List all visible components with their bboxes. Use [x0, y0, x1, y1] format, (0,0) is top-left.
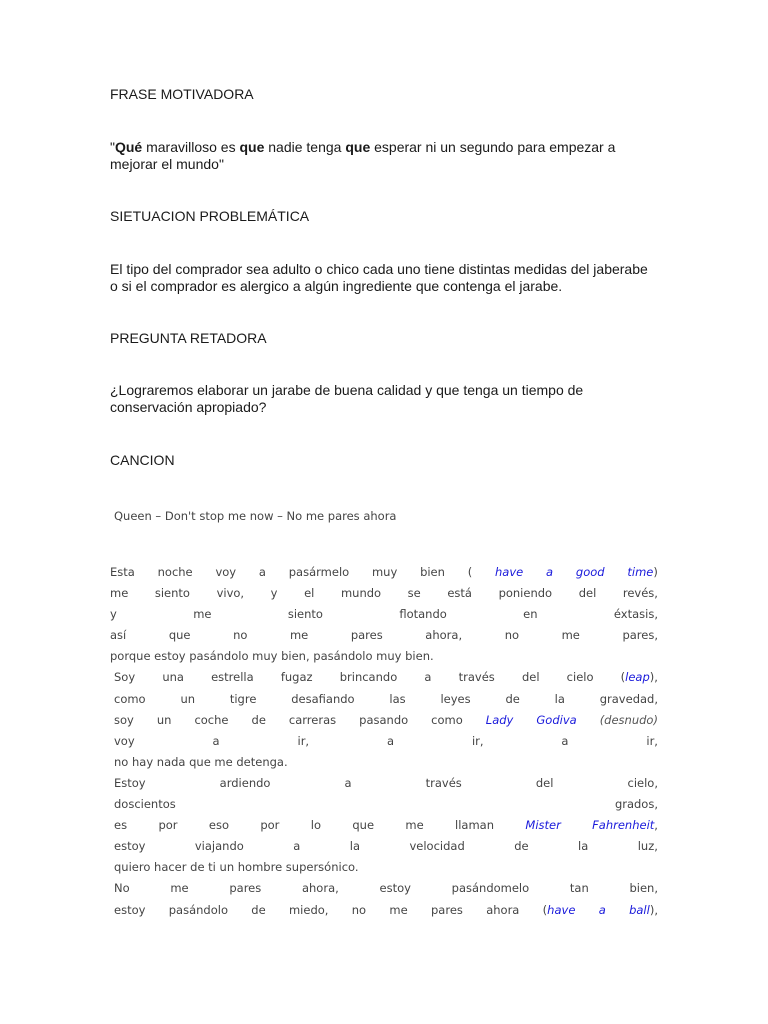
word-text: leyes — [440, 691, 471, 706]
lyric-word — [193, 604, 211, 625]
lyric-word — [169, 900, 228, 921]
lyric-word — [351, 625, 383, 646]
word-text: través — [425, 775, 462, 790]
lyric-word — [229, 878, 261, 899]
lyric-word — [290, 625, 308, 646]
word-text: como — [114, 691, 146, 706]
lyric-word — [114, 731, 135, 752]
lyric-word — [114, 794, 176, 815]
lyric-word — [341, 583, 381, 604]
word-text: en — [523, 607, 538, 622]
lyric-word — [567, 667, 594, 688]
word-text: pares — [350, 628, 383, 643]
problem-text: El tipo del comprador sea adulto o chico cada uno tiene distintas medidas del jaberabe o si el comprador es alergico a algún ingrediente que contenga el jarabe. — [110, 261, 648, 294]
lyric-word — [578, 836, 588, 857]
word-text: la — [554, 691, 565, 706]
lyric-line — [110, 667, 658, 688]
word-text: me — [110, 586, 129, 601]
lyric-word — [486, 900, 519, 921]
word-text: leap — [625, 670, 650, 685]
lyric-word — [158, 815, 177, 836]
lyric-word — [472, 731, 484, 752]
word-text: Fahrenheit — [592, 818, 655, 833]
lyric-line — [110, 773, 658, 794]
word-text: coche — [194, 712, 229, 727]
word-text: que — [352, 818, 375, 833]
word-text: de — [514, 839, 529, 854]
word-text: el — [304, 586, 315, 601]
word-text: a — [561, 733, 569, 748]
word-text: porque estoy pasándolo muy bien, pasándolo muy bien. — [110, 649, 434, 664]
word-text: ir, — [471, 733, 484, 748]
word-text: grados, — [614, 797, 658, 812]
word-text: ahora, — [301, 881, 339, 896]
lyric-word — [562, 625, 580, 646]
quote-text: " — [110, 139, 115, 155]
lyric-word — [525, 815, 560, 836]
lyric-word — [217, 583, 245, 604]
word-text: éxtasis, — [613, 607, 658, 622]
motivational-heading: FRASE MOTIVADORA — [110, 86, 254, 102]
lyric-word — [304, 583, 314, 604]
word-text: la — [578, 839, 589, 854]
word-text: me — [193, 607, 212, 622]
word-text: quiero hacer de ti un hombre supersónico. — [114, 860, 359, 875]
lyric-line — [110, 731, 658, 752]
word-text: estrella — [211, 670, 254, 685]
word-text: estoy — [114, 839, 146, 854]
lyric-word — [291, 689, 354, 710]
lyric-line — [110, 689, 658, 710]
lyric-word — [194, 710, 228, 731]
lyric-word — [440, 689, 470, 710]
word-text: pares, — [622, 628, 658, 643]
word-text: tan — [569, 881, 589, 896]
paren: ( — [620, 670, 626, 685]
lyric-line — [110, 583, 658, 604]
word-text: a — [546, 565, 554, 579]
lyric-word — [170, 878, 188, 899]
lyric-word — [251, 900, 265, 921]
word-text: Esta — [110, 565, 135, 579]
word-text: un — [180, 691, 196, 706]
lyric-word — [629, 878, 658, 899]
lyric-word — [536, 773, 554, 794]
lyric-word — [621, 667, 658, 688]
word-text: soy — [114, 712, 134, 727]
lyric-line — [110, 646, 658, 667]
quote-text: esperar ni un segundo para empezar a mejorar el mundo" — [110, 139, 616, 172]
word-text: no — [504, 628, 520, 643]
question-text: ¿Lograremos elaborar un jarabe de buena calidad y que tenga un tiempo de conservación apropiado? — [110, 382, 584, 415]
lyric-word — [155, 583, 190, 604]
lyric-word — [350, 836, 360, 857]
lyric-word — [259, 562, 266, 583]
word-text: cielo — [566, 670, 594, 685]
word-text: a — [424, 670, 432, 685]
lyric-word — [459, 667, 495, 688]
word-text: llaman — [455, 818, 495, 833]
lyric-word — [211, 667, 254, 688]
lyric-word — [592, 815, 658, 836]
lyric-word — [162, 667, 184, 688]
word-text: have — [547, 902, 576, 917]
lyric-word — [260, 815, 279, 836]
word-text: a — [293, 839, 301, 854]
word-text: y — [270, 586, 278, 601]
lyric-word — [157, 710, 172, 731]
lyric-word — [110, 562, 135, 583]
lyric-word — [114, 667, 135, 688]
lyric-word — [505, 689, 519, 710]
word-text: pasando — [359, 712, 409, 727]
word-text: se — [407, 586, 421, 601]
lyric-word — [514, 836, 528, 857]
word-text: me — [170, 881, 189, 896]
lyric-word — [380, 878, 411, 899]
word-text: así — [110, 628, 127, 643]
word-text: del — [521, 670, 540, 685]
word-text: ir, — [297, 733, 310, 748]
lyric-word — [195, 836, 244, 857]
lyric-word — [408, 583, 421, 604]
lyric-word — [505, 625, 519, 646]
word-text: lo — [310, 818, 322, 833]
word-text: través — [458, 670, 495, 685]
lyric-word — [389, 689, 405, 710]
word-text: Soy — [114, 670, 136, 685]
lyric-word — [638, 836, 658, 857]
lyric-word — [424, 667, 431, 688]
word-text: Estoy — [114, 775, 146, 790]
word-text: time — [627, 565, 654, 579]
word-text: vivo, — [216, 586, 245, 601]
lyric-line — [110, 815, 658, 836]
word-text: gravedad, — [599, 691, 658, 706]
lyric-word — [499, 583, 553, 604]
lyric-word — [114, 836, 145, 857]
lyric-word — [523, 604, 537, 625]
lyric-word — [486, 710, 514, 731]
lyric-word — [298, 731, 310, 752]
word-text: bien — [420, 565, 445, 579]
word-text: fugaz — [280, 670, 313, 685]
lyric-word — [615, 794, 658, 815]
word-text: es — [114, 818, 128, 833]
word-text: a — [212, 733, 220, 748]
lyric-line — [110, 900, 658, 921]
lyric-word — [555, 689, 565, 710]
lyric-word — [352, 815, 374, 836]
lyric-word — [215, 562, 236, 583]
word-text: estoy — [379, 881, 411, 896]
word-text: ir, — [646, 733, 658, 748]
word-text: pares — [229, 881, 262, 896]
song-lyrics — [110, 562, 658, 921]
lyric-word — [252, 710, 266, 731]
lyric-word — [600, 710, 658, 731]
lyric-word — [468, 562, 473, 583]
word-text: viajando — [194, 839, 244, 854]
lyric-line — [110, 562, 658, 583]
problem-heading: SIETUACION PROBLEMÁTICA — [110, 208, 310, 224]
lyric-word — [452, 878, 530, 899]
word-text: ( — [467, 565, 473, 579]
motivational-quote — [110, 139, 658, 173]
lyric-word — [447, 583, 472, 604]
word-text: mundo — [340, 586, 382, 601]
word-text: voy — [215, 565, 237, 579]
word-text: ahora, — [425, 628, 463, 643]
word-text: me — [389, 902, 408, 917]
word-text: noche — [157, 565, 193, 579]
word-text: me — [561, 628, 580, 643]
lyric-word — [399, 604, 446, 625]
word-text: eso — [208, 818, 229, 833]
quote-bold-word: que — [345, 139, 371, 155]
lyric-word — [288, 604, 323, 625]
paren: ), — [649, 670, 658, 685]
lyric-word — [345, 773, 352, 794]
word-text: (desnudo) — [599, 712, 658, 727]
word-text: estoy — [114, 902, 146, 917]
word-text: poniendo — [498, 586, 553, 601]
lyric-word — [359, 710, 408, 731]
word-text: me — [289, 628, 309, 643]
lyric-word — [627, 562, 657, 583]
word-text: luz, — [637, 839, 658, 854]
lyric-word — [628, 773, 658, 794]
question-heading: PREGUNTA RETADORA — [110, 330, 267, 346]
word-text: del — [535, 775, 554, 790]
word-text: como — [431, 712, 463, 727]
quote-bold-word: Qué — [114, 139, 143, 155]
word-text: no hay nada que me detenga. — [114, 754, 288, 769]
lyric-word — [536, 710, 576, 731]
lyric-line — [110, 625, 658, 646]
word-text: Godiva — [536, 712, 577, 727]
lyric-word — [599, 900, 606, 921]
lyric-word — [114, 878, 130, 899]
word-text: pares — [431, 902, 463, 917]
word-text: Lady — [485, 712, 514, 727]
word-text: No — [114, 881, 130, 896]
lyric-word — [431, 710, 463, 731]
lyric-word — [302, 878, 339, 899]
word-text: carreras — [288, 712, 337, 727]
lyric-word — [230, 689, 257, 710]
word-text: brincando — [339, 670, 398, 685]
lyric-word — [431, 900, 463, 921]
lyric-word — [622, 625, 658, 646]
word-text: voy — [114, 733, 135, 748]
lyric-word — [614, 604, 658, 625]
word-text: miedo, — [288, 902, 329, 917]
word-text: me — [405, 818, 424, 833]
quote-text: maravilloso es — [142, 139, 240, 155]
word-text: muy — [371, 565, 398, 579]
lyric-word — [220, 773, 271, 794]
word-text: de — [251, 712, 266, 727]
word-text: cielo, — [627, 775, 658, 790]
lyric-word — [646, 731, 658, 752]
lyric-word — [114, 752, 288, 773]
word-text: pasándolo — [168, 902, 228, 917]
lyric-word — [495, 562, 523, 583]
word-text: la — [349, 839, 361, 854]
paren: , — [654, 818, 658, 833]
word-text: siento — [287, 607, 323, 622]
lyric-word — [293, 836, 300, 857]
lyric-word — [426, 773, 462, 794]
lyric-word — [600, 689, 658, 710]
word-text: desafiando — [291, 691, 355, 706]
lyric-line — [110, 752, 658, 773]
lyric-word — [340, 667, 398, 688]
word-text: bien, — [629, 881, 658, 896]
lyric-word — [114, 710, 134, 731]
lyric-word — [405, 815, 423, 836]
lyric-word — [289, 900, 328, 921]
word-text: siento — [154, 586, 190, 601]
lyric-word — [289, 710, 336, 731]
lyric-word — [543, 900, 576, 921]
lyric-word — [114, 900, 145, 921]
lyric-word — [352, 900, 366, 921]
word-text: a — [386, 733, 395, 748]
lyric-word — [281, 667, 313, 688]
word-text: pasándomelo — [451, 881, 530, 896]
word-text: las — [389, 691, 406, 706]
word-text: no — [233, 628, 248, 643]
lyric-word — [579, 583, 597, 604]
lyric-word — [289, 562, 349, 583]
paren: ), — [649, 902, 658, 917]
word-text: velocidad — [409, 839, 465, 854]
word-text: have — [495, 565, 524, 579]
word-text: tigre — [229, 691, 257, 706]
word-text: ball — [629, 902, 650, 917]
word-text: por — [260, 818, 280, 833]
lyric-word — [623, 583, 658, 604]
paren: ) — [653, 565, 658, 579]
lyric-line — [110, 857, 658, 878]
lyric-word — [209, 815, 229, 836]
lyric-line — [110, 878, 658, 899]
lyric-word — [576, 562, 605, 583]
word-text: de — [505, 691, 520, 706]
lyric-word — [114, 689, 146, 710]
lyric-word — [233, 625, 247, 646]
quote-text: nadie tenga — [264, 139, 346, 155]
word-text: Mister — [525, 818, 561, 833]
lyric-word — [110, 625, 126, 646]
lyric-line — [110, 794, 658, 815]
lyric-line — [110, 604, 658, 625]
lyric-word — [389, 900, 407, 921]
word-text: a — [344, 775, 352, 790]
lyric-word — [425, 625, 462, 646]
lyric-word — [114, 773, 146, 794]
paren: ( — [542, 902, 548, 917]
lyric-word — [169, 625, 191, 646]
lyric-word — [110, 604, 117, 625]
lyric-word — [409, 836, 464, 857]
word-text: a — [598, 902, 606, 917]
lyric-word — [114, 815, 127, 836]
word-text: y — [110, 607, 117, 622]
word-text: a — [258, 565, 266, 579]
lyric-word — [420, 562, 445, 583]
lyric-word — [387, 731, 394, 752]
lyric-word — [213, 731, 220, 752]
lyric-word — [114, 857, 359, 878]
word-text: pasármelo — [288, 565, 350, 579]
lyric-line — [110, 836, 658, 857]
word-text: flotando — [399, 607, 447, 622]
word-text: revés, — [622, 586, 658, 601]
lyric-word — [455, 815, 494, 836]
lyric-word — [311, 815, 321, 836]
lyric-word — [561, 731, 568, 752]
word-text: ardiendo — [219, 775, 271, 790]
quote-bold-word: que — [239, 139, 265, 155]
lyric-word — [110, 583, 128, 604]
song-heading: CANCION — [110, 452, 175, 468]
lyric-word — [271, 583, 278, 604]
lyric-word — [110, 646, 434, 667]
word-text: de — [251, 902, 266, 917]
word-text: del — [578, 586, 597, 601]
lyric-word — [180, 689, 195, 710]
word-text: que — [168, 628, 191, 643]
word-text: por — [158, 818, 178, 833]
lyric-word — [522, 667, 540, 688]
lyric-word — [158, 562, 193, 583]
lyric-word — [629, 900, 658, 921]
lyric-word — [570, 878, 589, 899]
lyric-word — [546, 562, 553, 583]
word-text: está — [447, 586, 472, 601]
lyric-word — [372, 562, 397, 583]
word-text: un — [156, 712, 172, 727]
word-text: doscientos — [114, 797, 176, 812]
word-text: no — [351, 902, 367, 917]
song-title: Queen – Don't stop me now – No me pares ahora — [114, 509, 397, 523]
lyric-line — [110, 710, 658, 731]
word-text: ahora — [486, 902, 520, 917]
word-text: good — [575, 565, 605, 579]
word-text: una — [162, 670, 184, 685]
